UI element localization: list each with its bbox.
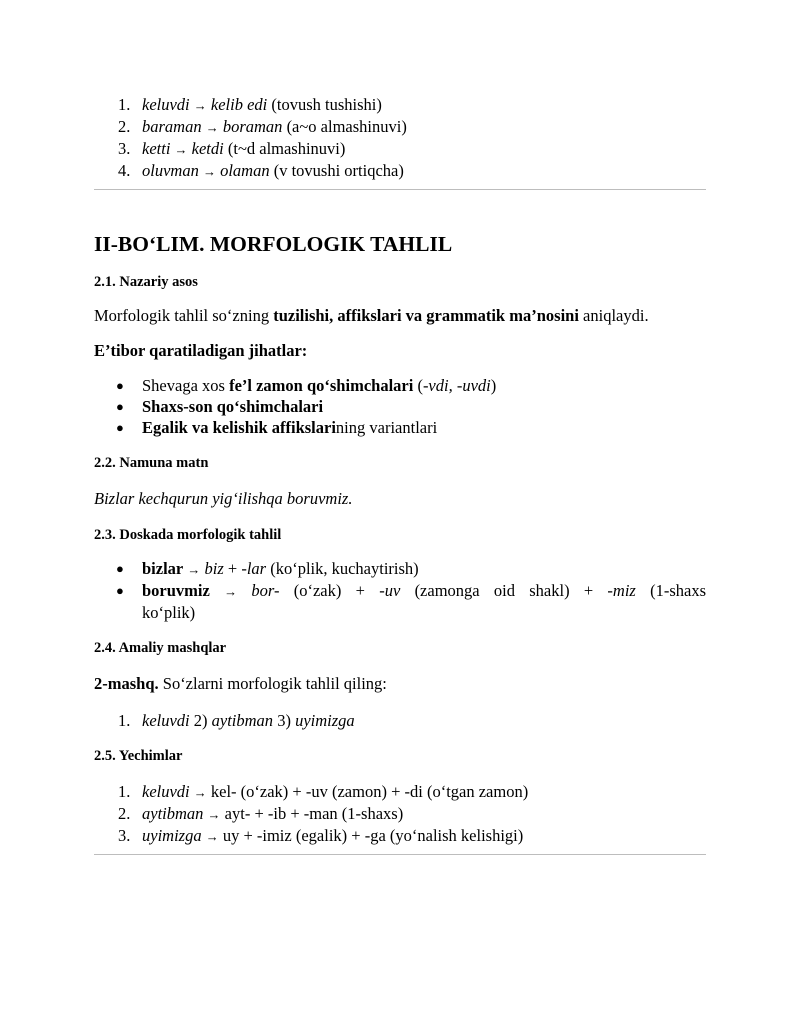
morpheme-note: (ko‘plik, kuchaytirish): [270, 559, 419, 578]
list-item: [94, 396, 706, 417]
plus-sign: +: [227, 559, 238, 578]
phonetic-changes-list: [94, 94, 706, 182]
solutions-list: [94, 781, 706, 847]
list-item: [94, 94, 706, 116]
bullet-icon: ●: [116, 399, 124, 414]
list-number: 2.: [118, 117, 131, 136]
exercise-list: [94, 710, 706, 731]
arrow-icon: →: [205, 829, 219, 844]
subsection-heading: 2.1. Nazariy asos: [94, 274, 198, 290]
morpheme: -miz: [607, 581, 636, 600]
arrow-icon: →: [193, 785, 207, 800]
paren: ): [490, 376, 497, 395]
plus-sign: +: [583, 581, 594, 600]
bullet-icon: ●: [116, 420, 124, 435]
solution-word: uyimizga: [142, 826, 202, 845]
list-number: 1.: [118, 782, 131, 801]
list-item: [94, 710, 706, 731]
exercise-number: 2): [193, 711, 208, 730]
solution-text: kel- (o‘zak) + -uv (zamon) + -di (o‘tgan zamon): [210, 782, 529, 801]
list-number: 3.: [118, 826, 131, 845]
morpheme: -uv: [379, 581, 401, 600]
section-title: II-BO‘LIM. MORFOLOGIK TAHLIL: [94, 232, 453, 256]
solution-text: ayt- + -ib + -man (1-shaxs): [224, 804, 404, 823]
literary-word: ketdi: [191, 139, 224, 158]
list-number: 1.: [118, 95, 131, 114]
list-item: [94, 825, 706, 847]
morpheme-note: shakl): [529, 581, 570, 600]
sample-sentence: Bizlar kechqurun yig‘ilishqa boruvmiz.: [94, 489, 353, 508]
change-note: (v tovushi ortiqcha): [273, 161, 404, 180]
dialect-word: ketti: [142, 139, 171, 158]
bullet-icon: ●: [116, 583, 124, 598]
exercise-word: uyimizga: [295, 711, 355, 730]
item-text: ning variantlari: [335, 418, 438, 437]
analysis-list: [94, 558, 706, 623]
divider: [94, 854, 706, 855]
bullet-icon: ●: [116, 561, 124, 576]
subsection-heading: 2.2. Namuna matn: [94, 455, 209, 471]
list-number: 1.: [118, 711, 131, 730]
paren: (: [417, 376, 423, 395]
item-bold-text: fe’l zamon qo‘shimchalari: [229, 376, 414, 395]
list-item: [94, 417, 706, 438]
solution-word: keluvdi: [142, 782, 190, 801]
change-note: (tovush tushishi): [271, 95, 382, 114]
item-text: Shevaga xos: [142, 376, 225, 395]
morpheme: biz: [204, 559, 224, 578]
divider: [94, 189, 706, 190]
attention-list: [94, 375, 706, 438]
exercise-word: keluvdi: [142, 711, 190, 730]
list-item: [94, 558, 706, 580]
morpheme-note: (1-shaxs: [650, 581, 707, 600]
morpheme: -lar: [241, 559, 267, 578]
list-item: [94, 781, 706, 803]
item-bold-text: Egalik va kelishik affikslari: [142, 418, 336, 437]
list-item: [94, 803, 706, 825]
paragraph-bold-text: tuzilishi, affikslari va grammatik ma’nosini: [273, 306, 579, 325]
analysis-line-continued: ko‘plik): [142, 603, 196, 622]
arrow-icon: →: [205, 120, 219, 135]
subsection-heading: 2.4. Amaliy mashqlar: [94, 640, 227, 656]
document-content: [94, 94, 706, 855]
list-item: [94, 116, 706, 138]
dialect-word: baraman: [142, 117, 202, 136]
analysis-line: [142, 580, 706, 602]
change-note: (a~o almashinuvi): [286, 117, 407, 136]
morpheme: bor-: [251, 581, 280, 600]
morpheme-note: (o‘zak): [293, 581, 342, 600]
attention-heading: E’tibor qaratiladigan jihatlar:: [94, 341, 308, 360]
list-item: [94, 375, 706, 396]
list-item: [94, 138, 706, 160]
list-item: [94, 160, 706, 182]
exercise-label: 2-mashq.: [94, 674, 159, 693]
exercise-prompt: [94, 673, 706, 694]
arrow-icon: →: [174, 142, 188, 157]
literary-word: boraman: [222, 117, 283, 136]
dialect-word: keluvdi: [142, 95, 190, 114]
paragraph-text: Morfologik tahlil so‘zning: [94, 306, 270, 325]
exercise-word: aytibman: [211, 711, 274, 730]
analyzed-word: boruvmiz: [142, 581, 210, 600]
item-bold-text: Shaxs-son qo‘shimchalari: [142, 397, 324, 416]
arrow-icon: →: [193, 98, 207, 113]
item-italic-text: -vdi, -uvdi: [422, 376, 491, 395]
morpheme-note: (zamonga: [414, 581, 480, 600]
list-number: 3.: [118, 139, 131, 158]
bullet-icon: ●: [116, 378, 124, 393]
exercise-text: So‘zlarni morfologik tahlil qiling:: [162, 674, 387, 693]
list-number: 2.: [118, 804, 131, 823]
arrow-icon: →: [224, 584, 238, 599]
literary-word: kelib edi: [210, 95, 268, 114]
plus-sign: +: [355, 581, 365, 600]
arrow-icon: →: [202, 164, 216, 179]
paragraph-text: aniqlaydi.: [583, 306, 649, 325]
solution-text: uy + -imiz (egalik) + -ga (yo‘nalish kelishigi): [222, 826, 524, 845]
arrow-icon: →: [187, 562, 201, 577]
list-item: [94, 580, 706, 623]
solution-word: aytibman: [142, 804, 204, 823]
morpheme-note: oid: [493, 581, 515, 600]
theory-paragraph: [94, 305, 706, 326]
arrow-icon: →: [207, 807, 221, 822]
subsection-heading: 2.5. Yechimlar: [94, 748, 183, 764]
analyzed-word: bizlar: [142, 559, 184, 578]
subsection-heading: 2.3. Doskada morfologik tahlil: [94, 527, 282, 543]
literary-word: olaman: [220, 161, 270, 180]
dialect-word: oluvman: [142, 161, 199, 180]
change-note: (t~d almashinuvi): [227, 139, 346, 158]
exercise-number: 3): [277, 711, 291, 730]
list-number: 4.: [118, 161, 131, 180]
